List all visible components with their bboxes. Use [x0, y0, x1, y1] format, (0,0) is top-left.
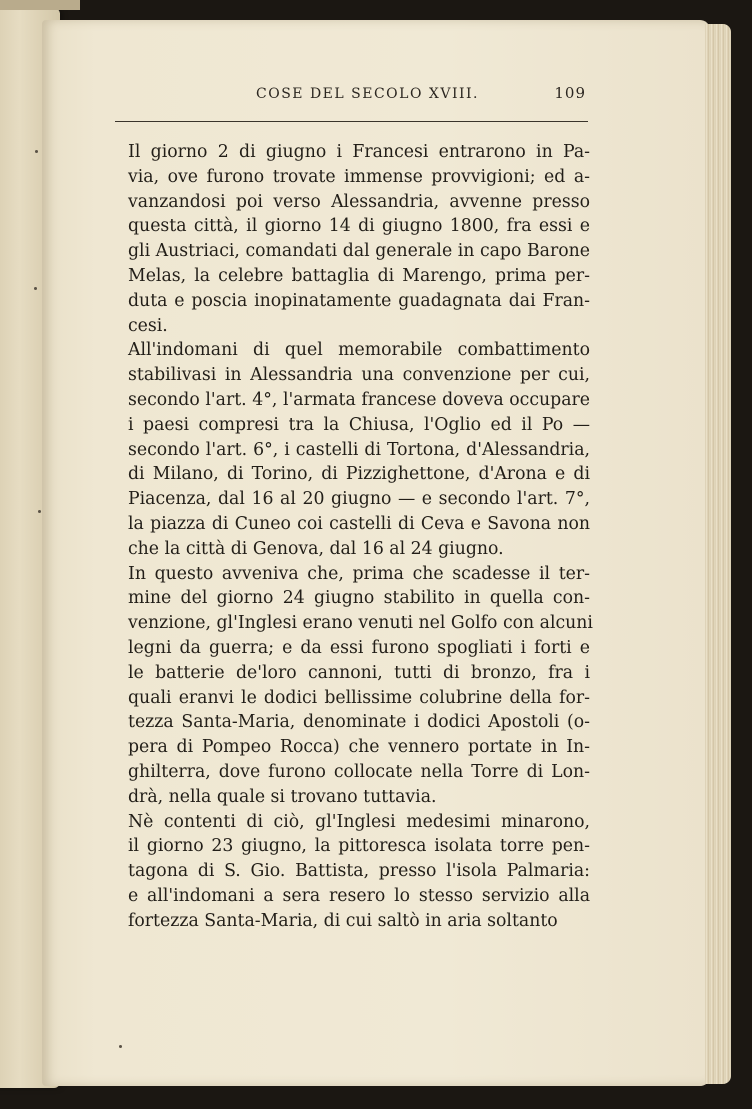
paragraph	[108, 810, 590, 934]
margin-mark	[119, 1045, 122, 1048]
text-line: Melas, la celebre battaglia di Marengo, prima per-	[128, 265, 590, 286]
paragraph	[108, 338, 590, 561]
text-line: i paesi compresi tra la Chiusa, l'Oglio ed il Po —	[128, 414, 590, 435]
text-line: duta e poscia inopinatamente guadagnata dai Fran-	[128, 290, 590, 311]
text-line: All'indomani di quel memorabile combattimento	[128, 340, 590, 361]
text-line: questa città, il giorno 14 di giugno 1800, fra essi e	[128, 216, 590, 237]
text-line: quali eranvi le dodici bellissime colubrine della for-	[128, 687, 590, 708]
text-line: mine del giorno 24 giugno stabilito in quella con-	[128, 588, 590, 609]
text-line: Piacenza, dal 16 al 20 giugno — e secondo l'art. 7°,	[128, 489, 590, 510]
text-line: Nè contenti di ciò, gl'Inglesi medesimi minarono,	[128, 811, 590, 832]
text-line: la piazza di Cuneo coi castelli di Ceva e Savona non	[128, 513, 590, 534]
text-line: il giorno 23 giugno, la pittoresca isolata torre pen-	[128, 836, 590, 857]
text-line: di Milano, di Torino, di Pizzighettone, d'Arona e di	[128, 464, 590, 485]
text-line: pera di Pompeo Rocca) che vennero portate in In-	[128, 737, 590, 758]
text-line: ghilterra, dove furono collocate nella Torre di Lon-	[128, 761, 590, 782]
paragraph	[108, 140, 590, 338]
text-line: le batterie de'loro cannoni, tutti di bronzo, fra i	[128, 662, 590, 683]
book-top-edge	[0, 0, 80, 10]
text-line: drà, nella quale si trovano tuttavia.	[128, 786, 437, 807]
text-line: Il giorno 2 di giugno i Francesi entrarono in Pa-	[128, 142, 590, 162]
text-line: stabilivasi in Alessandria una convenzione per cui,	[128, 365, 590, 386]
running-title: COSE DEL SECOLO XVIII.	[256, 86, 479, 102]
header-rule	[115, 121, 588, 122]
text-line: che la città di Genova, dal 16 al 24 giugno.	[128, 538, 504, 559]
text-line: gli Austriaci, comandati dal generale in capo Barone	[128, 241, 590, 262]
text-line: legni da guerra; e da essi furono spogliati i forti e	[128, 637, 590, 658]
margin-mark	[34, 287, 37, 290]
body-text	[108, 140, 593, 934]
text-line: tagona di S. Gio. Battista, presso l'isola Palmaria:	[128, 861, 590, 882]
text-line: secondo l'art. 4°, l'armata francese doveva occupare	[128, 389, 590, 410]
text-line: secondo l'art. 6°, i castelli di Tortona, d'Alessandria,	[128, 439, 590, 460]
text-line: vanzandosi poi verso Alessandria, avvenne presso	[128, 191, 590, 212]
margin-mark	[35, 150, 38, 153]
paragraph	[108, 562, 593, 810]
text-line: tezza Santa-Maria, denominate i dodici Apostoli (o-	[128, 712, 590, 733]
text-line: venzione, gl'Inglesi erano venuti nel Golfo con alcuni	[128, 613, 593, 634]
margin-mark	[38, 510, 41, 513]
text-line: fortezza Santa-Maria, di cui saltò in aria soltanto	[128, 910, 558, 931]
text-line: In questo avveniva che, prima che scadesse il ter-	[128, 563, 590, 584]
page-number: 109	[554, 84, 586, 102]
text-line: cesi.	[128, 315, 168, 336]
text-line: via, ove furono trovate immense provvigioni; ed a-	[128, 166, 590, 187]
text-line: e all'indomani a sera resero lo stesso servizio alla	[128, 885, 590, 906]
running-header	[256, 86, 586, 108]
page-stack-edges	[705, 24, 731, 1084]
